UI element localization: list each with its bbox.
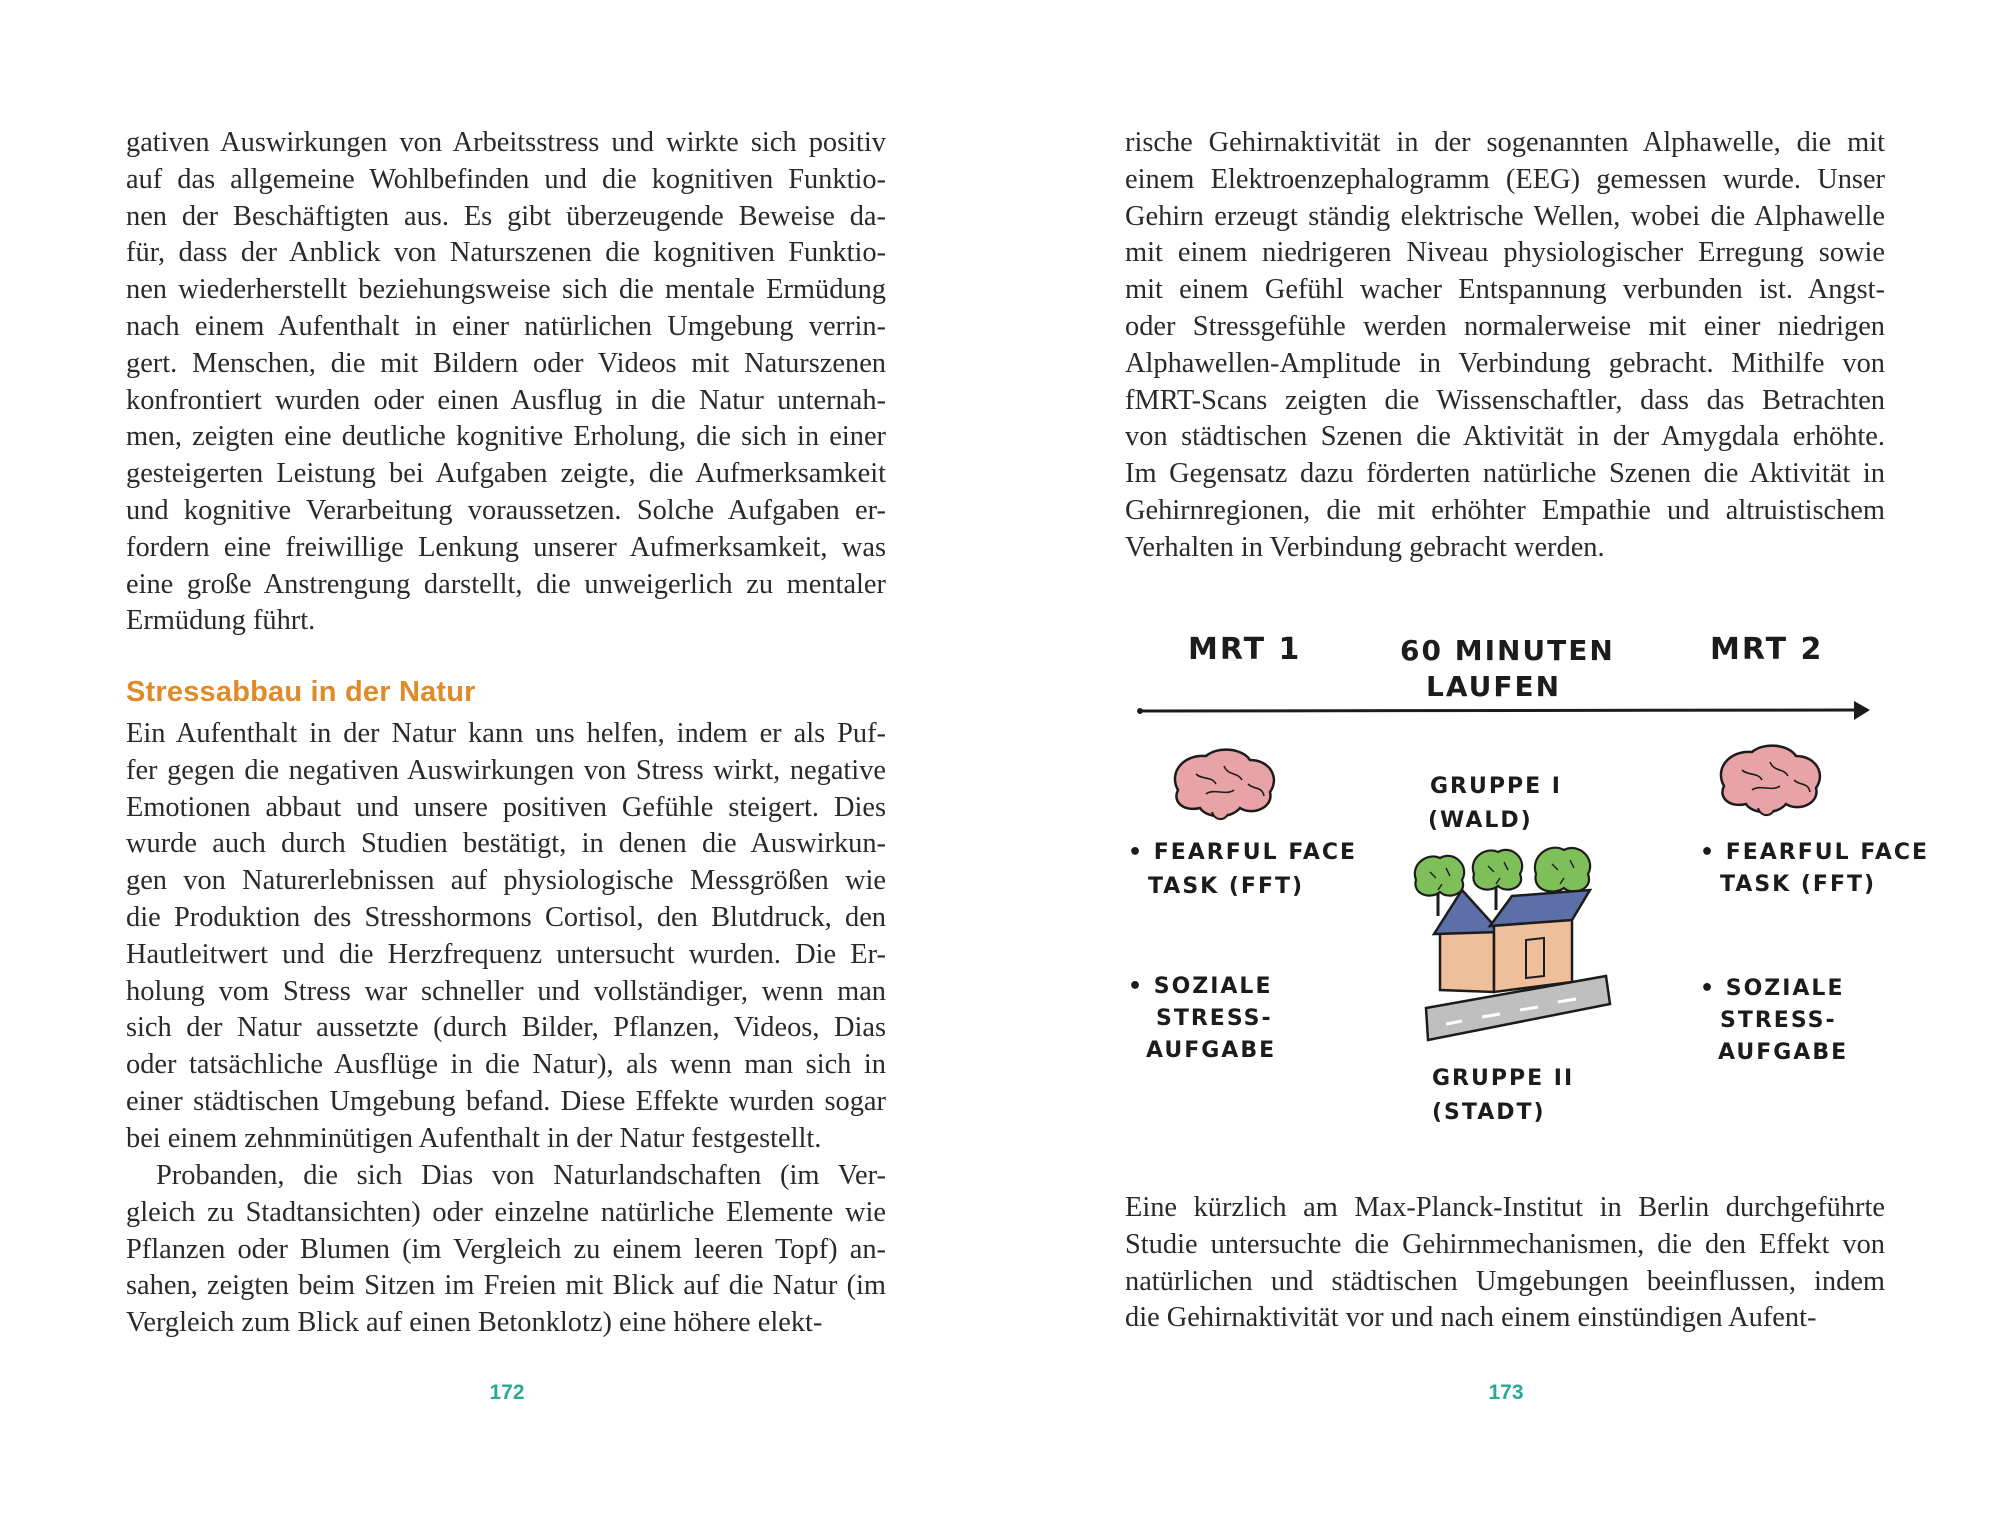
- paragraph: [126, 125, 886, 640]
- text-line: gativen Auswirkungen von Arbeitsstress und wirkte sich positiv: [126, 127, 886, 158]
- mrt2-label: MRT 2: [1710, 632, 1824, 667]
- text-line: oder Stressgefühle werden normalerweise mit einer niedrigen: [1125, 310, 1885, 342]
- page-number-left: 172: [489, 1381, 525, 1404]
- paragraph: [126, 716, 886, 1158]
- text-line: Ein Aufenthalt in der Natur kann uns helfen, indem er als Puf-: [126, 718, 886, 749]
- group1-line1: GRUPPE I: [1430, 774, 1562, 799]
- text-line: Verhalten in Verbindung gebracht werden.: [1125, 531, 1605, 563]
- text-line: gen von Naturerlebnissen auf physiologische Messgrößen wie: [126, 865, 886, 897]
- text-line: Hautleitwert und die Herzfrequenz untersucht wurden. Die Er-: [126, 938, 886, 970]
- left-paragraph-1: [126, 125, 886, 640]
- right-item2-line3: AUFGABE: [1718, 1040, 1849, 1065]
- text-line: Pflanzen oder Blumen (im Vergleich zu einem leeren Topf) an-: [126, 1233, 886, 1265]
- text-line: oder tatsächliche Ausflüge in die Natur), als wenn man sich in: [126, 1049, 886, 1081]
- text-line: Gehirn erzeugt ständig elektrische Wellen, wobei die Alphawelle: [1125, 200, 1885, 232]
- paragraph: [126, 1158, 886, 1342]
- text-line: für, dass der Anblick von Naturszenen die kognitiven Funktio-: [126, 237, 886, 269]
- text-line: gleich zu Stadtansichten) oder einzelne natürliche Elemente wie: [126, 1196, 886, 1228]
- left-item2-line1: • SOZIALE: [1128, 974, 1273, 999]
- right-item2-line1: • SOZIALE: [1700, 976, 1845, 1001]
- text-line: eine große Anstrengung darstellt, die unweigerlich zu mentaler: [126, 568, 886, 600]
- right-paragraph-1: [1125, 125, 1885, 567]
- text-line: Probanden, die sich Dias von Naturlandschaften (im Ver-: [156, 1160, 886, 1191]
- text-line: sahen, zeigten beim Sitzen im Freien mit Blick auf die Natur (im: [126, 1270, 886, 1302]
- right-item1-line2: TASK (FFT): [1720, 872, 1877, 897]
- text-line: gert. Menschen, die mit Bildern oder Videos mit Naturszenen: [126, 347, 886, 379]
- page-number-right: 173: [1488, 1381, 1524, 1404]
- text-line: rische Gehirnaktivität in der sogenannten Alphawelle, die mit: [1125, 127, 1885, 158]
- text-line: mit einem niedrigeren Niveau physiologischer Erregung sowie: [1125, 237, 1885, 269]
- text-line: Ermüdung führt.: [126, 605, 316, 637]
- study-illustration: [1110, 600, 1930, 1160]
- text-line: fordern eine freiwillige Lenkung unserer Aufmerksamkeit, was: [126, 531, 886, 563]
- text-line: fer gegen die negativen Auswirkungen von Stress wirkt, negative: [126, 754, 886, 786]
- right-paragraph-2: [1125, 1190, 1885, 1337]
- mrt1-label: MRT 1: [1188, 632, 1302, 667]
- text-line: men, zeigten eine deutliche kognitive Erholung, die sich in einer: [126, 421, 886, 453]
- group2-line2: (STADT): [1432, 1100, 1546, 1125]
- text-line: nach einem Aufenthalt in einer natürlichen Umgebung verrin-: [126, 310, 886, 342]
- text-line: einem Elektroenzephalogramm (EEG) gemessen wurde. Unser: [1125, 163, 1885, 195]
- text-line: gesteigerten Leistung bei Aufgaben zeigte, die Aufmerksamkeit: [126, 458, 886, 490]
- text-line: wurde auch durch Studien bestätigt, in denen die Auswirkun-: [126, 828, 886, 860]
- group2-line1: GRUPPE II: [1432, 1066, 1575, 1091]
- paragraph: [1125, 1190, 1885, 1337]
- text-line: Emotionen abbaut und unsere positiven Gefühle steigert. Dies: [126, 791, 886, 823]
- group1-line2: (WALD): [1428, 808, 1533, 833]
- text-line: nen der Beschäftigten aus. Es gibt überzeugende Beweise da-: [126, 200, 886, 232]
- left-item1-line2: TASK (FFT): [1148, 874, 1305, 899]
- left-paragraph-2: [126, 716, 886, 1158]
- paragraph: [1125, 125, 1885, 567]
- section-heading: Stressabbau in der Natur: [126, 676, 476, 708]
- text-line: fMRT-Scans zeigten die Wissenschaftler, dass das Betrachten: [1125, 384, 1885, 416]
- timeline-arrow: [1137, 701, 1870, 720]
- text-line: auf das allgemeine Wohlbefinden und die kognitiven Funktio-: [126, 163, 886, 195]
- duration-label-line2: LAUFEN: [1426, 670, 1562, 703]
- text-line: konfrontiert wurden oder einen Ausflug in die Natur unternah-: [126, 384, 886, 416]
- text-line: die Gehirnaktivität vor und nach einem einstündigen Aufent-: [1125, 1302, 1817, 1334]
- left-paragraph-3: [126, 1158, 886, 1342]
- text-line: bei einem zehnminütigen Aufenthalt in der Natur festgestellt.: [126, 1122, 822, 1154]
- text-line: sich der Natur aussetzte (durch Bilder, Pflanzen, Videos, Dias: [126, 1012, 886, 1044]
- left-item1-line1: • FEARFUL FACE: [1128, 840, 1358, 865]
- duration-label-line1: 60 MINUTEN: [1400, 634, 1615, 667]
- text-line: mit einem Gefühl wacher Entspannung verbunden ist. Angst-: [1125, 274, 1885, 306]
- text-line: Vergleich zum Blick auf einen Betonklotz) eine höhere elekt-: [126, 1307, 823, 1339]
- right-item2-line2: STRESS-: [1720, 1008, 1837, 1033]
- text-line: von städtischen Szenen die Aktivität in der Amygdala erhöhte.: [1125, 421, 1885, 453]
- text-line: Alphawellen-Amplitude in Verbindung gebracht. Mithilfe von: [1125, 347, 1885, 379]
- houses-icon: [1426, 890, 1610, 1040]
- text-line: Eine kürzlich am Max-Planck-Institut in Berlin durchgeführte: [1125, 1192, 1885, 1223]
- text-line: die Produktion des Stresshormons Cortisol, den Blutdruck, den: [126, 901, 886, 933]
- brain-icon: [1721, 746, 1820, 815]
- text-line: holung vom Stress war schneller und vollständiger, wenn man: [126, 975, 886, 1007]
- text-line: natürlichen und städtischen Umgebungen beeinflussen, indem: [1125, 1265, 1885, 1297]
- right-item1-line1: • FEARFUL FACE: [1700, 840, 1930, 865]
- text-line: Studie untersuchte die Gehirnmechanismen, die den Effekt von: [1125, 1228, 1885, 1260]
- brain-icon: [1175, 750, 1274, 819]
- left-item2-line3: AUFGABE: [1146, 1038, 1277, 1063]
- text-line: einer städtischen Umgebung befand. Diese Effekte wurden sogar: [126, 1085, 886, 1117]
- text-line: Gehirnregionen, die mit erhöhter Empathie und altruistischem: [1125, 494, 1885, 526]
- text-line: Im Gegensatz dazu förderten natürliche Szenen die Aktivität in: [1125, 458, 1885, 490]
- text-line: nen wiederherstellt beziehungsweise sich die mentale Ermüdung: [126, 274, 886, 306]
- text-line: und kognitive Verarbeitung voraussetzen. Solche Aufgaben er-: [126, 494, 886, 526]
- left-item2-line2: STRESS-: [1156, 1006, 1273, 1031]
